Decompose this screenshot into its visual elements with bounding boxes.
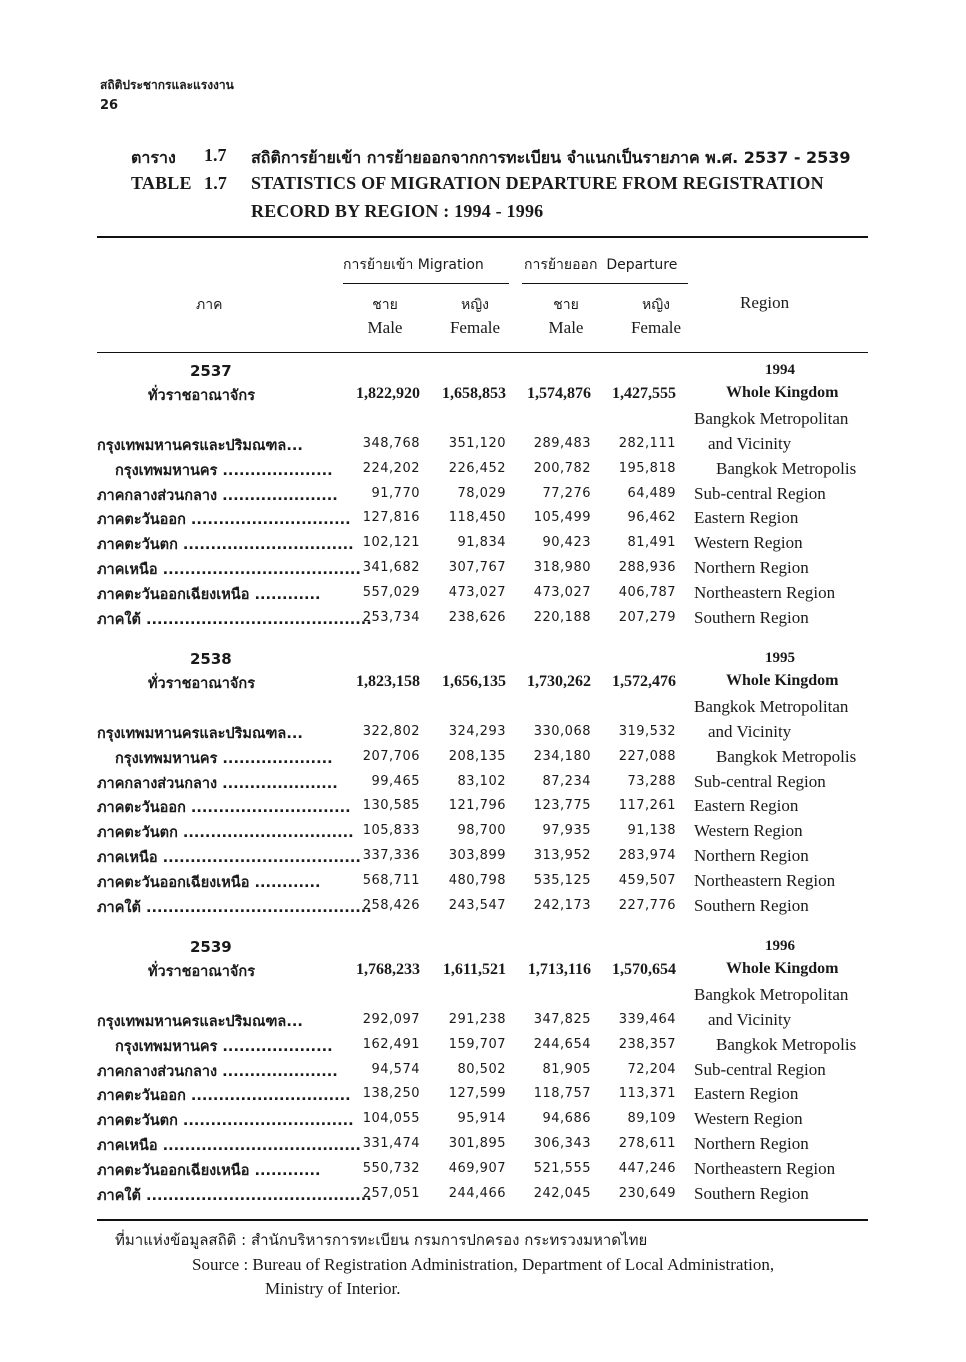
bkk-prefix-eng: Bangkok Metropolitan bbox=[694, 697, 849, 716]
cell-value: 207,706 bbox=[362, 748, 420, 764]
region-name-eng: Bangkok Metropolis bbox=[716, 746, 857, 766]
region-name-thai: ภาคกลางส่วนกลาง ..................... bbox=[97, 775, 338, 792]
cell-value: 550,732 bbox=[362, 1160, 420, 1176]
dep-male-en: Male bbox=[548, 318, 584, 337]
total-value: 1,658,853 bbox=[442, 385, 506, 402]
cell-value: 95,914 bbox=[457, 1111, 506, 1127]
table-row bbox=[0, 484, 966, 509]
table-row bbox=[0, 1035, 966, 1060]
cell-value: 207,279 bbox=[618, 609, 676, 625]
region-name-eng: Eastern Region bbox=[694, 508, 799, 528]
region-header-thai: ภาค bbox=[196, 297, 223, 313]
year-row bbox=[0, 362, 966, 384]
cell-value: 288,936 bbox=[618, 560, 676, 575]
cell-value: 291,238 bbox=[448, 1012, 506, 1027]
region-name-thai: กรุงเทพมหานครและปริมณฑล... bbox=[97, 1014, 303, 1030]
table-row bbox=[0, 1084, 966, 1109]
cell-value: 243,547 bbox=[448, 897, 506, 913]
cell-value: 94,686 bbox=[542, 1111, 591, 1127]
table-row bbox=[0, 821, 966, 846]
table-title-eng-line2: RECORD BY REGION : 1994 - 1996 bbox=[251, 201, 544, 221]
cell-value: 91,770 bbox=[371, 485, 420, 501]
total-row bbox=[0, 960, 966, 985]
table-label-eng: TABLE bbox=[131, 173, 192, 193]
region-name-eng: Western Region bbox=[694, 821, 803, 841]
cell-value: 91,834 bbox=[457, 535, 506, 551]
cell-value: 292,097 bbox=[362, 1012, 420, 1027]
cell-value: 480,798 bbox=[448, 872, 506, 888]
region-name-thai: ภาคเหนือ .................................... bbox=[97, 1138, 361, 1154]
cell-value: 283,974 bbox=[618, 848, 676, 863]
cell-value: 195,818 bbox=[618, 460, 676, 476]
cell-value: 89,109 bbox=[627, 1111, 676, 1127]
cell-value: 98,700 bbox=[457, 823, 506, 839]
region-name-eng: and Vicinity bbox=[708, 1010, 792, 1029]
cell-value: 278,611 bbox=[618, 1136, 676, 1151]
cell-value: 118,757 bbox=[533, 1086, 591, 1102]
mig-female-th: หญิง bbox=[461, 297, 489, 313]
cell-value: 105,499 bbox=[533, 510, 591, 526]
total-name-eng: Whole Kingdom bbox=[726, 672, 839, 689]
region-name-thai: ภาคเหนือ .................................... bbox=[97, 850, 361, 866]
cell-value: 331,474 bbox=[362, 1136, 420, 1151]
table-row bbox=[0, 846, 966, 871]
cell-value: 72,204 bbox=[627, 1061, 676, 1077]
table-title-thai-text: สถิติการย้ายเข้า การย้ายออกจากการทะเบียน จำแนกเป็นรายภาค พ.ศ. 2537 - 2539 bbox=[251, 148, 851, 167]
region-name-thai: ภาคตะวันตก ............................... bbox=[97, 825, 354, 842]
cell-value: 91,138 bbox=[627, 823, 676, 839]
table-row bbox=[0, 1134, 966, 1159]
year-eng: 1995 bbox=[765, 650, 795, 666]
region-name-thai: กรุงเทพมหานคร .................... bbox=[115, 1038, 333, 1055]
region-name-thai: ภาคตะวันตก ............................... bbox=[97, 537, 354, 554]
cell-value: 347,825 bbox=[533, 1012, 591, 1027]
table-row bbox=[0, 796, 966, 821]
total-row bbox=[0, 384, 966, 409]
cell-value: 73,288 bbox=[627, 773, 676, 789]
total-value: 1,823,158 bbox=[356, 673, 420, 690]
cell-value: 105,833 bbox=[362, 823, 420, 839]
cell-value: 339,464 bbox=[618, 1012, 676, 1027]
cell-value: 301,895 bbox=[448, 1136, 506, 1151]
source-eng-line1: Source : Bureau of Registration Administration, Department of Local Administration, bbox=[192, 1255, 775, 1274]
cell-value: 96,462 bbox=[627, 510, 676, 526]
cell-value: 230,649 bbox=[618, 1185, 676, 1201]
year-block-2539 bbox=[0, 938, 966, 1213]
cell-value: 351,120 bbox=[448, 436, 506, 451]
cell-value: 337,336 bbox=[362, 848, 420, 863]
total-value: 1,574,876 bbox=[527, 385, 591, 402]
cell-value: 77,276 bbox=[542, 485, 591, 501]
cell-value: 258,426 bbox=[362, 897, 420, 913]
table-title-eng-line1: STATISTICS OF MIGRATION DEPARTURE FROM REGISTRATION bbox=[251, 173, 824, 193]
region-name-eng: and Vicinity bbox=[708, 434, 792, 453]
bkk-prefix-row bbox=[0, 409, 966, 434]
bkk-prefix-row bbox=[0, 697, 966, 722]
region-name-thai: กรุงเทพมหานครและปริมณฑล... bbox=[97, 438, 303, 454]
total-value: 1,713,116 bbox=[527, 961, 591, 978]
cell-value: 447,246 bbox=[618, 1160, 676, 1176]
table-label-thai: ตาราง bbox=[131, 148, 176, 167]
cell-value: 242,173 bbox=[533, 897, 591, 913]
table-row bbox=[0, 1184, 966, 1209]
year-block-2537 bbox=[0, 362, 966, 637]
region-name-eng: Bangkok Metropolis bbox=[716, 1034, 857, 1054]
region-name-thai: กรุงเทพมหานคร .................... bbox=[115, 750, 333, 767]
cell-value: 94,574 bbox=[371, 1061, 420, 1077]
departure-underline bbox=[522, 283, 688, 284]
dep-male-th: ชาย bbox=[553, 297, 579, 313]
total-value: 1,730,262 bbox=[527, 673, 591, 690]
table-row bbox=[0, 1010, 966, 1035]
total-name-eng: Whole Kingdom bbox=[726, 384, 839, 401]
cell-value: 87,234 bbox=[542, 773, 591, 789]
cell-value: 102,121 bbox=[362, 535, 420, 551]
cell-value: 81,491 bbox=[627, 535, 676, 551]
page-number: 26 bbox=[100, 98, 119, 113]
cell-value: 127,599 bbox=[448, 1086, 506, 1102]
cell-value: 313,952 bbox=[533, 848, 591, 863]
cell-value: 224,202 bbox=[362, 460, 420, 476]
cell-value: 330,068 bbox=[533, 724, 591, 739]
cell-value: 104,055 bbox=[362, 1111, 420, 1127]
region-name-eng: Sub-central Region bbox=[694, 771, 826, 791]
region-name-eng: Southern Region bbox=[694, 607, 809, 627]
migration-underline bbox=[343, 283, 509, 284]
year-block-2538 bbox=[0, 650, 966, 925]
region-name-thai: ภาคใต้ ......................................... bbox=[97, 611, 372, 628]
cell-value: 80,502 bbox=[457, 1061, 506, 1077]
region-name-thai: ภาคกลางส่วนกลาง ..................... bbox=[97, 1063, 338, 1080]
cell-value: 99,465 bbox=[371, 773, 420, 789]
region-header-eng: Region bbox=[740, 293, 790, 312]
region-name-thai: ภาคตะวันออกเฉียงเหนือ ............ bbox=[97, 586, 321, 603]
dep-female-en: Female bbox=[630, 318, 682, 337]
total-value: 1,768,233 bbox=[356, 961, 420, 978]
mig-male-th: ชาย bbox=[372, 297, 398, 313]
cell-value: 473,027 bbox=[533, 584, 591, 600]
table-number: 1.7 bbox=[204, 145, 227, 165]
cell-value: 234,180 bbox=[533, 748, 591, 764]
region-name-eng: Northeastern Region bbox=[694, 870, 836, 890]
cell-value: 521,555 bbox=[533, 1160, 591, 1176]
table-title-thai bbox=[0, 146, 966, 170]
table-row bbox=[0, 608, 966, 633]
table-row bbox=[0, 871, 966, 896]
region-name-eng: Eastern Region bbox=[694, 1084, 799, 1104]
cell-value: 319,532 bbox=[618, 724, 676, 739]
cell-value: 322,802 bbox=[362, 724, 420, 739]
total-name-thai: ทั่วราชอาณาจักร bbox=[148, 388, 255, 404]
table-row bbox=[0, 558, 966, 583]
region-name-thai: ภาคตะวันออกเฉียงเหนือ ............ bbox=[97, 874, 321, 891]
cell-value: 557,029 bbox=[362, 584, 420, 600]
cell-value: 406,787 bbox=[618, 584, 676, 600]
total-value: 1,572,476 bbox=[612, 673, 676, 690]
region-name-thai: ภาคใต้ ......................................... bbox=[97, 899, 372, 916]
cell-value: 324,293 bbox=[448, 724, 506, 739]
region-name-thai: ภาคใต้ ......................................... bbox=[97, 1187, 372, 1204]
region-name-thai: ภาคตะวันออก ............................. bbox=[97, 1088, 351, 1105]
table-row bbox=[0, 747, 966, 772]
table-row bbox=[0, 508, 966, 533]
bkk-prefix-eng: Bangkok Metropolitan bbox=[694, 985, 849, 1004]
total-value: 1,570,654 bbox=[612, 961, 676, 978]
table-number-eng: 1.7 bbox=[204, 173, 228, 193]
cell-value: 307,767 bbox=[448, 560, 506, 575]
cell-value: 208,135 bbox=[448, 748, 506, 764]
year-eng: 1996 bbox=[765, 938, 795, 954]
year-row bbox=[0, 938, 966, 960]
region-name-thai: ภาคตะวันออก ............................. bbox=[97, 800, 351, 817]
cell-value: 78,029 bbox=[457, 485, 506, 501]
region-name-thai: ภาคกลางส่วนกลาง ..................... bbox=[97, 487, 338, 504]
cell-value: 341,682 bbox=[362, 560, 420, 575]
table-row bbox=[0, 896, 966, 921]
cell-value: 121,796 bbox=[448, 798, 506, 814]
table-row bbox=[0, 1060, 966, 1085]
cell-value: 473,027 bbox=[448, 584, 506, 600]
bkk-prefix-eng: Bangkok Metropolitan bbox=[694, 409, 849, 428]
mig-male-en: Male bbox=[367, 318, 403, 337]
cell-value: 257,051 bbox=[362, 1185, 420, 1201]
year-thai: 2539 bbox=[190, 938, 232, 956]
region-name-eng: Northern Region bbox=[694, 558, 809, 577]
region-name-eng: Eastern Region bbox=[694, 796, 799, 816]
book-title: สถิติประชากรและแรงงาน bbox=[100, 78, 234, 92]
table-row bbox=[0, 772, 966, 797]
cell-value: 227,088 bbox=[618, 748, 676, 764]
table-top-rule bbox=[97, 236, 868, 238]
cell-value: 127,816 bbox=[362, 510, 420, 526]
table-row bbox=[0, 459, 966, 484]
cell-value: 459,507 bbox=[618, 872, 676, 888]
cell-value: 226,452 bbox=[448, 460, 506, 476]
cell-value: 162,491 bbox=[362, 1036, 420, 1052]
table-row bbox=[0, 434, 966, 459]
table-row bbox=[0, 722, 966, 747]
region-name-eng: and Vicinity bbox=[708, 722, 792, 741]
total-name-thai: ทั่วราชอาณาจักร bbox=[148, 676, 255, 692]
total-value: 1,656,135 bbox=[442, 673, 506, 690]
cell-value: 117,261 bbox=[618, 798, 676, 814]
total-value: 1,822,920 bbox=[356, 385, 420, 402]
region-name-thai: กรุงเทพมหานครและปริมณฑล... bbox=[97, 726, 303, 742]
table-row bbox=[0, 1109, 966, 1134]
cell-value: 130,585 bbox=[362, 798, 420, 814]
cell-value: 97,935 bbox=[542, 823, 591, 839]
cell-value: 348,768 bbox=[362, 436, 420, 451]
departure-group-header: การย้ายออก Departure bbox=[524, 257, 678, 273]
cell-value: 138,250 bbox=[362, 1086, 420, 1102]
cell-value: 123,775 bbox=[533, 798, 591, 814]
region-name-eng: Western Region bbox=[694, 533, 803, 553]
year-thai: 2537 bbox=[190, 362, 232, 380]
cell-value: 289,483 bbox=[533, 436, 591, 451]
region-name-eng: Bangkok Metropolis bbox=[716, 458, 857, 478]
header-bottom-rule bbox=[97, 352, 868, 353]
region-name-eng: Southern Region bbox=[694, 895, 809, 915]
region-name-thai: ภาคตะวันออก ............................. bbox=[97, 512, 351, 529]
cell-value: 242,045 bbox=[533, 1185, 591, 1201]
region-name-eng: Northeastern Region bbox=[694, 1158, 836, 1178]
cell-value: 81,905 bbox=[542, 1061, 591, 1077]
total-name-eng: Whole Kingdom bbox=[726, 960, 839, 977]
bkk-prefix-row bbox=[0, 985, 966, 1010]
cell-value: 282,111 bbox=[618, 436, 676, 451]
cell-value: 244,466 bbox=[448, 1185, 506, 1201]
year-eng: 1994 bbox=[765, 362, 795, 378]
source-thai: ที่มาแห่งข้อมูลสถิติ : สำนักบริหารการทะเบียน กรมการปกครอง กระทรวงมหาดไทย bbox=[115, 1231, 648, 1249]
cell-value: 200,782 bbox=[533, 460, 591, 476]
table-row bbox=[0, 1159, 966, 1184]
cell-value: 238,357 bbox=[618, 1036, 676, 1052]
total-name-thai: ทั่วราชอาณาจักร bbox=[148, 964, 255, 980]
table-row bbox=[0, 583, 966, 608]
total-row bbox=[0, 672, 966, 697]
region-name-thai: ภาคตะวันตก ............................... bbox=[97, 1113, 354, 1130]
total-value: 1,611,521 bbox=[442, 961, 506, 978]
cell-value: 113,371 bbox=[618, 1086, 676, 1102]
cell-value: 318,980 bbox=[533, 560, 591, 575]
table-bottom-rule bbox=[97, 1219, 868, 1221]
migration-group-header: การย้ายเข้า Migration bbox=[343, 257, 484, 273]
region-name-eng: Northeastern Region bbox=[694, 582, 836, 602]
table-row bbox=[0, 533, 966, 558]
cell-value: 227,776 bbox=[618, 897, 676, 913]
region-name-thai: กรุงเทพมหานคร .................... bbox=[115, 462, 333, 479]
cell-value: 568,711 bbox=[362, 872, 420, 888]
year-thai: 2538 bbox=[190, 650, 232, 668]
cell-value: 253,734 bbox=[362, 609, 420, 625]
region-name-thai: ภาคเหนือ .................................... bbox=[97, 562, 361, 578]
cell-value: 118,450 bbox=[448, 510, 506, 526]
total-value: 1,427,555 bbox=[612, 385, 676, 402]
cell-value: 90,423 bbox=[542, 535, 591, 551]
dep-female-th: หญิง bbox=[642, 297, 670, 313]
cell-value: 159,707 bbox=[448, 1036, 506, 1052]
cell-value: 535,125 bbox=[533, 872, 591, 888]
mig-female-en: Female bbox=[449, 318, 501, 337]
region-name-eng: Northern Region bbox=[694, 846, 809, 865]
region-name-thai: ภาคตะวันออกเฉียงเหนือ ............ bbox=[97, 1162, 321, 1179]
source-eng-line2: Ministry of Interior. bbox=[265, 1279, 401, 1298]
cell-value: 469,907 bbox=[448, 1160, 506, 1176]
table-title-eng bbox=[0, 173, 966, 197]
region-name-eng: Western Region bbox=[694, 1109, 803, 1129]
region-name-eng: Sub-central Region bbox=[694, 1059, 826, 1079]
cell-value: 64,489 bbox=[627, 485, 676, 501]
region-name-eng: Southern Region bbox=[694, 1183, 809, 1203]
region-name-eng: Northern Region bbox=[694, 1134, 809, 1153]
cell-value: 220,188 bbox=[533, 609, 591, 625]
cell-value: 303,899 bbox=[448, 848, 506, 863]
cell-value: 83,102 bbox=[457, 773, 506, 789]
region-name-eng: Sub-central Region bbox=[694, 483, 826, 503]
cell-value: 306,343 bbox=[533, 1136, 591, 1151]
year-row bbox=[0, 650, 966, 672]
cell-value: 238,626 bbox=[448, 609, 506, 625]
cell-value: 244,654 bbox=[533, 1036, 591, 1052]
